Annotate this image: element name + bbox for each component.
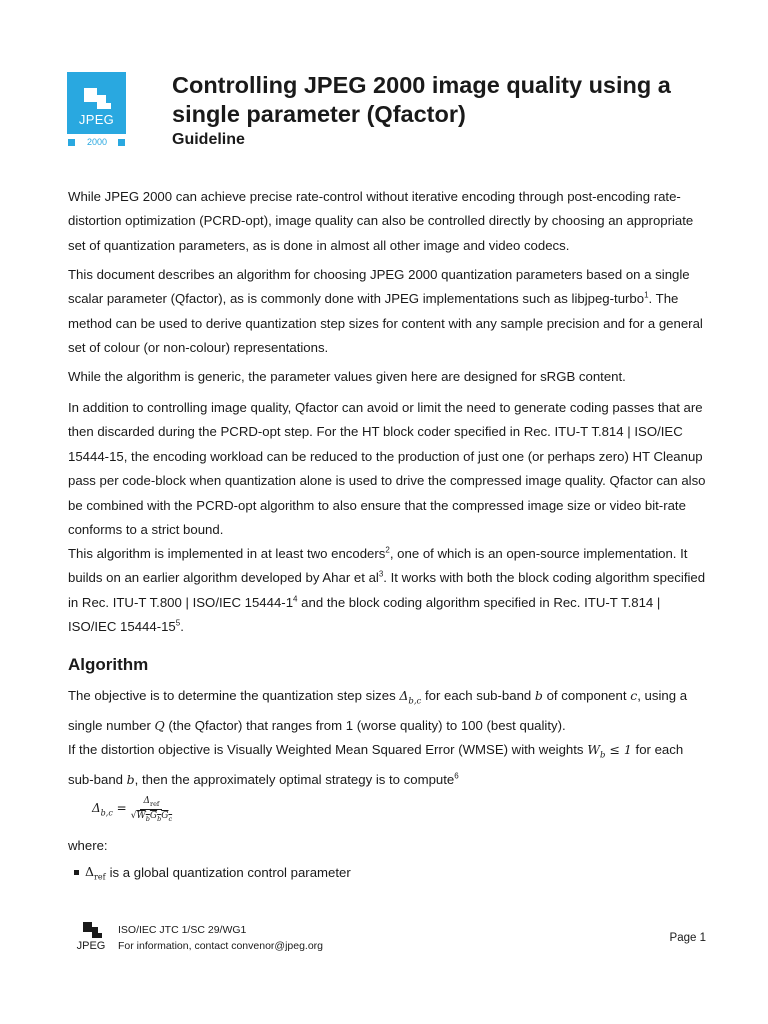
formula-lhs: $\Delta_{b,c}$ = bbox=[92, 800, 127, 818]
formula-numerator: $\Delta_{ref}$ bbox=[140, 796, 162, 810]
paragraph-4: In addition to controlling image quality, Qfactor can avoid or limit the need to generate coding passes that are then discarded during the PCRD-opt step. For the HT block coder specified in Rec. ITU-T T.814 | ISO/IEC 15444-15, the encoding workload can be reduced to the production of just one (or perhaps zero) HT Cleanup pass per code-block when quantization alone is used to drive the compressed image quality. Qfactor can also be combined with the PCRD-opt algorithm to also ensure that the compressed image size or video bit-rate conforms to a strict bound. bbox=[68, 400, 706, 538]
bullet-icon bbox=[74, 870, 79, 875]
formula-denominator: $√W_bG_bG_c$ bbox=[130, 810, 173, 823]
footnote-ref-1[interactable]: 1 bbox=[644, 291, 649, 301]
algorithm-text: If the distortion objective is Visually Weighted Mean Squared Error (WMSE) with weights bbox=[68, 742, 588, 757]
logo-text: JPEG bbox=[78, 112, 115, 127]
footer-jpeg-logo bbox=[74, 922, 108, 956]
footer-logo-text: JPEG bbox=[76, 940, 106, 952]
paragraph-5-text: . It works with both the block coding algorithm specified in Rec. ITU-T T.800 | ISO/IEC 15444-1 bbox=[68, 570, 706, 610]
footnote-ref-6[interactable]: 6 bbox=[454, 771, 459, 781]
logo-block bbox=[92, 933, 102, 938]
jpeg2000-logo bbox=[67, 72, 126, 134]
logo-year-bar bbox=[67, 137, 126, 149]
logo-year: 2000 bbox=[87, 137, 108, 147]
algorithm-text: , using a single number bbox=[68, 688, 688, 733]
algorithm-paragraph-2 bbox=[68, 738, 708, 792]
math-b: b bbox=[534, 688, 543, 703]
paragraph-2-text: This document describes an algorithm for choosing JPEG 2000 quantization parameters based on a single scalar parameter (Qfactor), as is commonly done with JPEG implementations such as libjpeg-turbo bbox=[68, 267, 690, 307]
logo-square-icon bbox=[68, 139, 75, 146]
footnote-ref-5[interactable]: 5 bbox=[175, 618, 181, 628]
algorithm-text: for each sub-band bbox=[68, 742, 684, 787]
document-title: Controlling JPEG 2000 image quality using a single parameter (Qfactor) bbox=[172, 72, 671, 127]
paragraph-3: While the algorithm is generic, the parameter values given here are designed for sRGB content. bbox=[68, 369, 626, 384]
footer-organization: ISO/IEC JTC 1/SC 29/WG1 bbox=[118, 924, 247, 936]
footnote-ref-3[interactable]: 3 bbox=[378, 570, 384, 580]
document-subtitle: Guideline bbox=[172, 131, 245, 148]
formula-fraction bbox=[131, 796, 172, 823]
paragraph-2 bbox=[68, 263, 708, 361]
footnote-ref-4[interactable]: 4 bbox=[293, 594, 298, 604]
algorithm-text: , then the approximately optimal strategy is to compute bbox=[134, 771, 455, 787]
paragraph-5 bbox=[68, 542, 708, 640]
paragraph-1: While JPEG 2000 can achieve precise rate-control without iterative encoding through post-encoding rate-distortion optimization (PCRD-opt), image quality can also be controlled directly by choosing an appropriate set of quantization parameters, as is done in almost all other image and video codecs. bbox=[68, 189, 694, 253]
math-step-size: $\Delta_{b,c}$ bbox=[399, 688, 422, 707]
where-label: where: bbox=[68, 838, 108, 853]
logo-block bbox=[97, 103, 111, 109]
logo-block bbox=[97, 95, 106, 103]
algorithm-text: of component bbox=[542, 688, 631, 703]
section-heading-algorithm: Algorithm bbox=[68, 655, 149, 674]
math-q: Q bbox=[154, 717, 165, 733]
logo-block bbox=[84, 88, 97, 102]
algorithm-text: The objective is to determine the quantization step sizes bbox=[68, 688, 400, 703]
paragraph-2-text-cont: . The method can be used to derive quantization step sizes for content with any sample precision and for a general set of colour (or non-colour) representations. bbox=[68, 291, 703, 356]
algorithm-text: (the Qfactor) that ranges from 1 (worse quality) to 100 (best quality). bbox=[164, 717, 566, 733]
bullet-item bbox=[74, 864, 351, 882]
paragraph-5-text: and the block coding algorithm specified in Rec. ITU-T T.814 | ISO/IEC 15444-15 bbox=[68, 594, 661, 635]
math-weight-bound: $W_b \le 1$ bbox=[587, 742, 632, 761]
math-b: b bbox=[126, 771, 135, 787]
step-size-formula bbox=[92, 792, 172, 826]
logo-block bbox=[83, 922, 92, 932]
paragraph-5-text: . bbox=[180, 619, 184, 635]
algorithm-paragraph-1 bbox=[68, 684, 708, 738]
math-c: c bbox=[630, 688, 638, 703]
footnote-ref-2[interactable]: 2 bbox=[385, 545, 390, 555]
footer-contact: For information, contact convenor@jpeg.org bbox=[118, 940, 324, 952]
page-number: Page 1 bbox=[669, 932, 706, 944]
algorithm-text: for each sub-band bbox=[421, 688, 535, 703]
bullet-text: is a global quantization control parameter bbox=[109, 865, 351, 881]
paragraph-5-text: This algorithm is implemented in at least two encoders bbox=[68, 546, 386, 561]
paragraph-5-text: , one of which is an open-source implementation. It builds on an earlier algorithm developed by Ahar et al bbox=[68, 546, 688, 586]
math-delta-ref: $\Delta_{ref}$ bbox=[85, 864, 106, 882]
logo-square-icon bbox=[118, 139, 125, 146]
